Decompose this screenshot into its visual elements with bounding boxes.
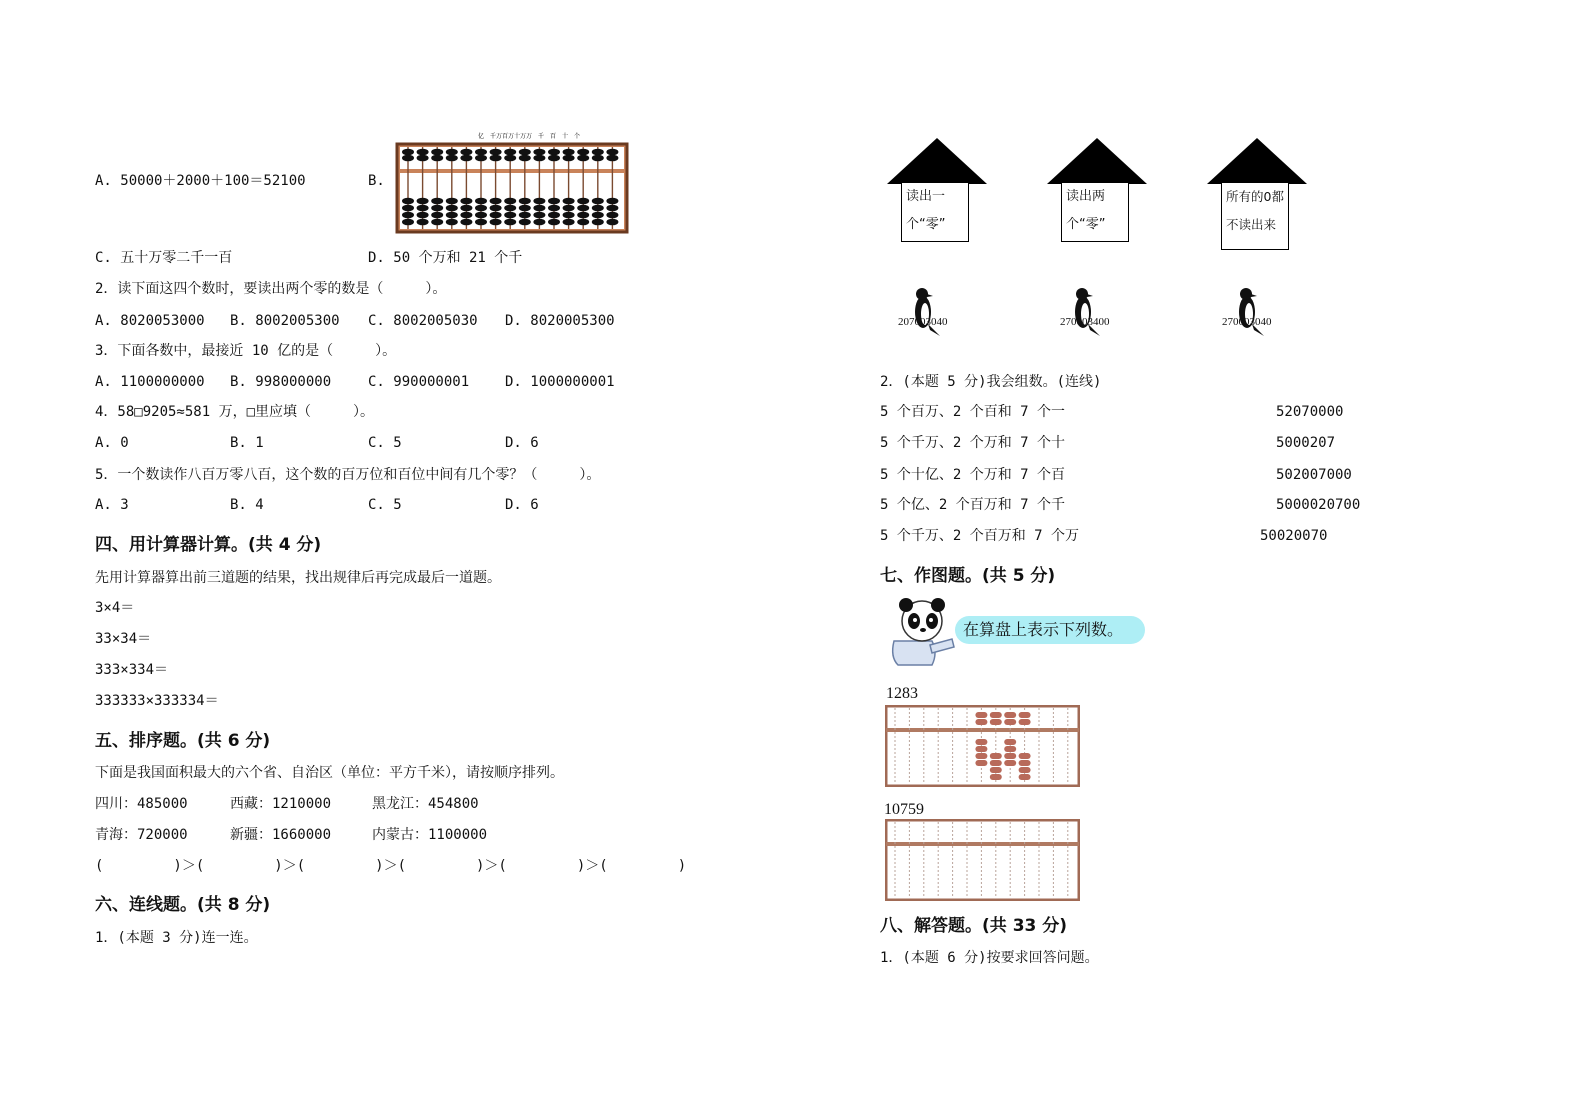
abacus-bead	[577, 155, 589, 162]
abacus-bead	[1004, 719, 1016, 725]
area-xizang: 西藏：1210000	[230, 796, 332, 812]
section6-q2: 2．(本题 5 分)我会组数。(连线)	[880, 374, 1102, 390]
abacus-place-label: 十	[562, 133, 569, 140]
area-qinghai: 青海：720000	[95, 827, 188, 843]
abacus-bead	[490, 219, 502, 226]
abacus-bead	[1019, 719, 1031, 725]
abacus-bead	[460, 212, 472, 219]
abacus-bead	[417, 212, 429, 219]
section4-intro: 先用计算器算出前三道题的结果，找出规律后再完成最后一道题。	[95, 570, 501, 586]
house-label	[901, 182, 969, 242]
instruction-bubble: 在算盘上表示下列数。	[955, 616, 1145, 644]
abacus-bead	[548, 198, 560, 205]
abacus-bead	[548, 219, 560, 226]
abacus-bead	[577, 219, 589, 226]
abacus-bead	[1019, 774, 1031, 780]
abacus-bead	[519, 198, 531, 205]
abacus-bead	[577, 198, 589, 205]
abacus-bead	[519, 205, 531, 212]
penguin-number-3: 270003040	[1222, 316, 1272, 328]
abacus-bead	[475, 219, 487, 226]
abacus-bead	[606, 198, 618, 205]
abacus-bead	[990, 774, 1002, 780]
section5-intro: 下面是我国面积最大的六个省、自治区（单位：平方千米），请按顺序排列。	[95, 765, 564, 781]
q2-option-c: C. 8002005030	[368, 313, 478, 329]
q1-option-a: A. 50000＋2000＋100＝52100	[95, 173, 306, 189]
q2-option-b: B. 8002005300	[230, 313, 340, 329]
abacus-bead	[475, 149, 487, 156]
q4-option-a: A. 0	[95, 435, 129, 451]
house-label-line: 读出两	[1066, 189, 1106, 204]
house-label-line: 读出一	[906, 189, 946, 204]
abacus-bead	[548, 155, 560, 162]
abacus-bead	[548, 149, 560, 156]
abacus-bead	[563, 212, 575, 219]
q3-option-d: D. 1000000001	[505, 374, 615, 390]
match-left-2: 5 个千万、2 个万和 7 个十	[880, 435, 1066, 451]
area-heilongjiang: 黑龙江：454800	[372, 796, 479, 812]
abacus-bead	[975, 719, 987, 725]
calc-line-4: 333333×333334＝	[95, 693, 219, 709]
penguin-number-2: 270003400	[1060, 316, 1110, 328]
abacus-bead	[1004, 739, 1016, 745]
abacus-bead	[490, 155, 502, 162]
house-roof	[1207, 138, 1307, 184]
area-neimenggu: 内蒙古：1100000	[372, 827, 488, 843]
section5-title: 五、排序题。(共 6 分)	[95, 731, 271, 751]
abacus-place-label: 千万	[490, 133, 503, 140]
abacus-bead	[460, 149, 472, 156]
penguin-icon	[1068, 284, 1104, 340]
abacus-bead	[490, 149, 502, 156]
q5-option-a: A. 3	[95, 497, 129, 513]
q1-option-d: D. 50 个万和 21 个千	[368, 250, 523, 266]
abacus-bead	[592, 219, 604, 226]
abacus-place-label: 万	[526, 133, 533, 140]
match-right-1: 52070000	[1276, 404, 1344, 420]
abacus-bead	[990, 719, 1002, 725]
abacus-bead	[563, 219, 575, 226]
abacus-bead	[1004, 760, 1016, 766]
abacus-bead	[533, 149, 545, 156]
abacus-bead	[606, 155, 618, 162]
abacus-bead	[431, 149, 443, 156]
q5-stem: 5．一个数读作八百万零八百，这个数的百万位和百位中间有几个零？（ ）。	[95, 467, 601, 483]
calc-line-3: 333×334＝	[95, 662, 169, 678]
abacus-bead	[990, 712, 1002, 718]
house-roof	[887, 138, 987, 184]
abacus-bead	[417, 205, 429, 212]
area-sichuan: 四川：485000	[95, 796, 188, 812]
match-left-5: 5 个千万、2 个百万和 7 个万	[880, 528, 1080, 544]
q4-option-b: B. 1	[230, 435, 264, 451]
abacus-bead	[490, 205, 502, 212]
abacus1-label: 1283	[886, 685, 918, 702]
abacus-bead	[431, 205, 443, 212]
abacus-bead	[975, 746, 987, 752]
q3-option-a: A. 1100000000	[95, 374, 205, 390]
abacus-place-label: 百	[550, 133, 557, 140]
house-2	[1047, 138, 1177, 250]
q2-option-a: A. 8020053000	[95, 313, 205, 329]
match-right-5: 50020070	[1260, 528, 1328, 544]
abacus-bead	[446, 149, 458, 156]
abacus-bead	[990, 760, 1002, 766]
abacus-bead	[519, 149, 531, 156]
abacus-bead	[460, 205, 472, 212]
abacus-bead	[533, 212, 545, 219]
abacus-bead	[990, 753, 1002, 759]
abacus-bead	[402, 198, 414, 205]
abacus-bead	[446, 212, 458, 219]
panda-icon	[882, 597, 962, 669]
abacus-bead	[446, 205, 458, 212]
abacus-bead	[475, 205, 487, 212]
abacus-bead	[548, 205, 560, 212]
calc-line-2: 33×34＝	[95, 631, 152, 647]
match-right-2: 5000207	[1276, 435, 1336, 451]
calc-line-1: 3×4＝	[95, 600, 135, 616]
abacus-bead	[606, 212, 618, 219]
house-1	[887, 138, 1017, 250]
abacus-bead	[460, 155, 472, 162]
abacus-bead	[417, 219, 429, 226]
q1-option-c: C. 五十万零二千一百	[95, 250, 233, 266]
abacus-bead	[519, 219, 531, 226]
area-xinjiang: 新疆：1660000	[230, 827, 332, 843]
q5-option-d: D. 6	[505, 497, 539, 513]
penguin-number-1: 207003040	[898, 316, 948, 328]
abacus-bead	[975, 739, 987, 745]
abacus-place-label: 十万	[514, 133, 527, 140]
abacus-bead	[592, 212, 604, 219]
house-label-line: 所有的0都	[1226, 189, 1284, 204]
abacus-bead	[417, 198, 429, 205]
abacus-bead	[490, 212, 502, 219]
section8-title: 八、解答题。(共 33 分)	[880, 916, 1068, 936]
ordering-blanks[interactable]: ( )＞( )＞( )＞( )＞( )＞( )	[95, 858, 687, 874]
abacus-bead	[1004, 746, 1016, 752]
abacus-bead	[504, 149, 516, 156]
abacus-bead	[592, 205, 604, 212]
abacus-place-label: 千	[538, 133, 545, 140]
abacus-bead	[475, 198, 487, 205]
match-right-4: 5000020700	[1276, 497, 1361, 513]
abacus-bead	[548, 212, 560, 219]
q1-option-b: B.	[368, 173, 385, 189]
q4-option-c: C. 5	[368, 435, 402, 451]
abacus-place-label: 个	[574, 133, 581, 140]
abacus-bead	[504, 219, 516, 226]
abacus-bead	[519, 155, 531, 162]
abacus-10759-image[interactable]	[885, 819, 1080, 901]
abacus-bead	[431, 198, 443, 205]
q4-option-d: D. 6	[505, 435, 539, 451]
abacus-bead	[1004, 712, 1016, 718]
abacus-bead	[606, 205, 618, 212]
abacus-bead	[606, 219, 618, 226]
abacus-bead	[490, 198, 502, 205]
abacus-1283-image[interactable]	[885, 705, 1080, 787]
abacus-bead	[402, 205, 414, 212]
abacus-bead	[577, 149, 589, 156]
abacus-bead	[460, 198, 472, 205]
abacus-bead	[533, 205, 545, 212]
house-roof	[1047, 138, 1147, 184]
abacus-bead	[446, 219, 458, 226]
q3-option-c: C. 990000001	[368, 374, 470, 390]
q3-option-b: B. 998000000	[230, 374, 332, 390]
section4-title: 四、用计算器计算。(共 4 分)	[95, 535, 322, 555]
abacus-bead	[592, 198, 604, 205]
penguin-icon	[1232, 284, 1268, 340]
abacus-bead	[519, 212, 531, 219]
abacus-option-b-image	[392, 126, 632, 236]
q5-option-b: B. 4	[230, 497, 264, 513]
abacus-place-label: 百万	[502, 133, 515, 140]
abacus-bead	[975, 760, 987, 766]
penguin-icon	[908, 284, 944, 340]
abacus-bead	[563, 205, 575, 212]
section7-title: 七、作图题。(共 5 分)	[880, 566, 1056, 586]
abacus-bead	[592, 155, 604, 162]
abacus-bead	[563, 198, 575, 205]
abacus-bead	[533, 198, 545, 205]
abacus-bead	[577, 212, 589, 219]
abacus-bead	[402, 212, 414, 219]
abacus-bead	[504, 198, 516, 205]
abacus-bead	[1019, 760, 1031, 766]
abacus-bead	[975, 712, 987, 718]
house-3	[1207, 138, 1337, 250]
abacus-bead	[504, 155, 516, 162]
abacus2-label: 10759	[884, 801, 924, 818]
house-label	[1221, 182, 1289, 250]
q5-option-c: C. 5	[368, 497, 402, 513]
abacus-bead	[417, 149, 429, 156]
abacus-bead	[446, 155, 458, 162]
abacus-bead	[446, 198, 458, 205]
house-label-line: 不读出来	[1226, 217, 1277, 232]
section6-title: 六、连线题。(共 8 分)	[95, 895, 271, 915]
section6-q1: 1．(本题 3 分)连一连。	[95, 930, 258, 946]
abacus-bead	[402, 149, 414, 156]
abacus-bead	[1004, 753, 1016, 759]
abacus-bead	[417, 155, 429, 162]
abacus-bead	[475, 155, 487, 162]
abacus-bead	[475, 212, 487, 219]
abacus-bead	[431, 219, 443, 226]
match-left-1: 5 个百万、2 个百和 7 个一	[880, 404, 1066, 420]
q2-stem: 2．读下面这四个数时，要读出两个零的数是（ ）。	[95, 281, 447, 297]
match-right-3: 502007000	[1276, 467, 1352, 483]
match-left-3: 5 个十亿、2 个万和 7 个百	[880, 467, 1066, 483]
abacus-bead	[1019, 712, 1031, 718]
q3-stem: 3．下面各数中，最接近 10 亿的是（ ）。	[95, 343, 397, 359]
abacus-bead	[990, 767, 1002, 773]
match-left-4: 5 个亿、2 个百万和 7 个千	[880, 497, 1066, 513]
abacus-bead	[504, 205, 516, 212]
abacus-bead	[431, 212, 443, 219]
abacus-bead	[975, 753, 987, 759]
abacus-bead	[402, 219, 414, 226]
abacus-bead	[533, 155, 545, 162]
section8-q1: 1．(本题 6 分)按要求回答问题。	[880, 950, 1099, 966]
abacus-bead	[606, 149, 618, 156]
house-label	[1061, 182, 1129, 242]
abacus-bead	[402, 155, 414, 162]
abacus-bead	[431, 155, 443, 162]
abacus-bead	[1019, 753, 1031, 759]
q2-option-d: D. 8020005300	[505, 313, 615, 329]
abacus-bead	[460, 219, 472, 226]
q4-stem: 4．58□9205≈581 万，□里应填（ ）。	[95, 404, 375, 420]
house-label-line: 个“零”	[1066, 217, 1106, 232]
abacus-bead	[1019, 767, 1031, 773]
abacus-bead	[504, 212, 516, 219]
abacus-bead	[563, 155, 575, 162]
abacus-bead	[563, 149, 575, 156]
abacus-bead	[592, 149, 604, 156]
abacus-bead	[533, 219, 545, 226]
abacus-bead	[577, 205, 589, 212]
house-label-line: 个“零”	[906, 217, 946, 232]
abacus-place-label: 亿	[478, 133, 485, 140]
